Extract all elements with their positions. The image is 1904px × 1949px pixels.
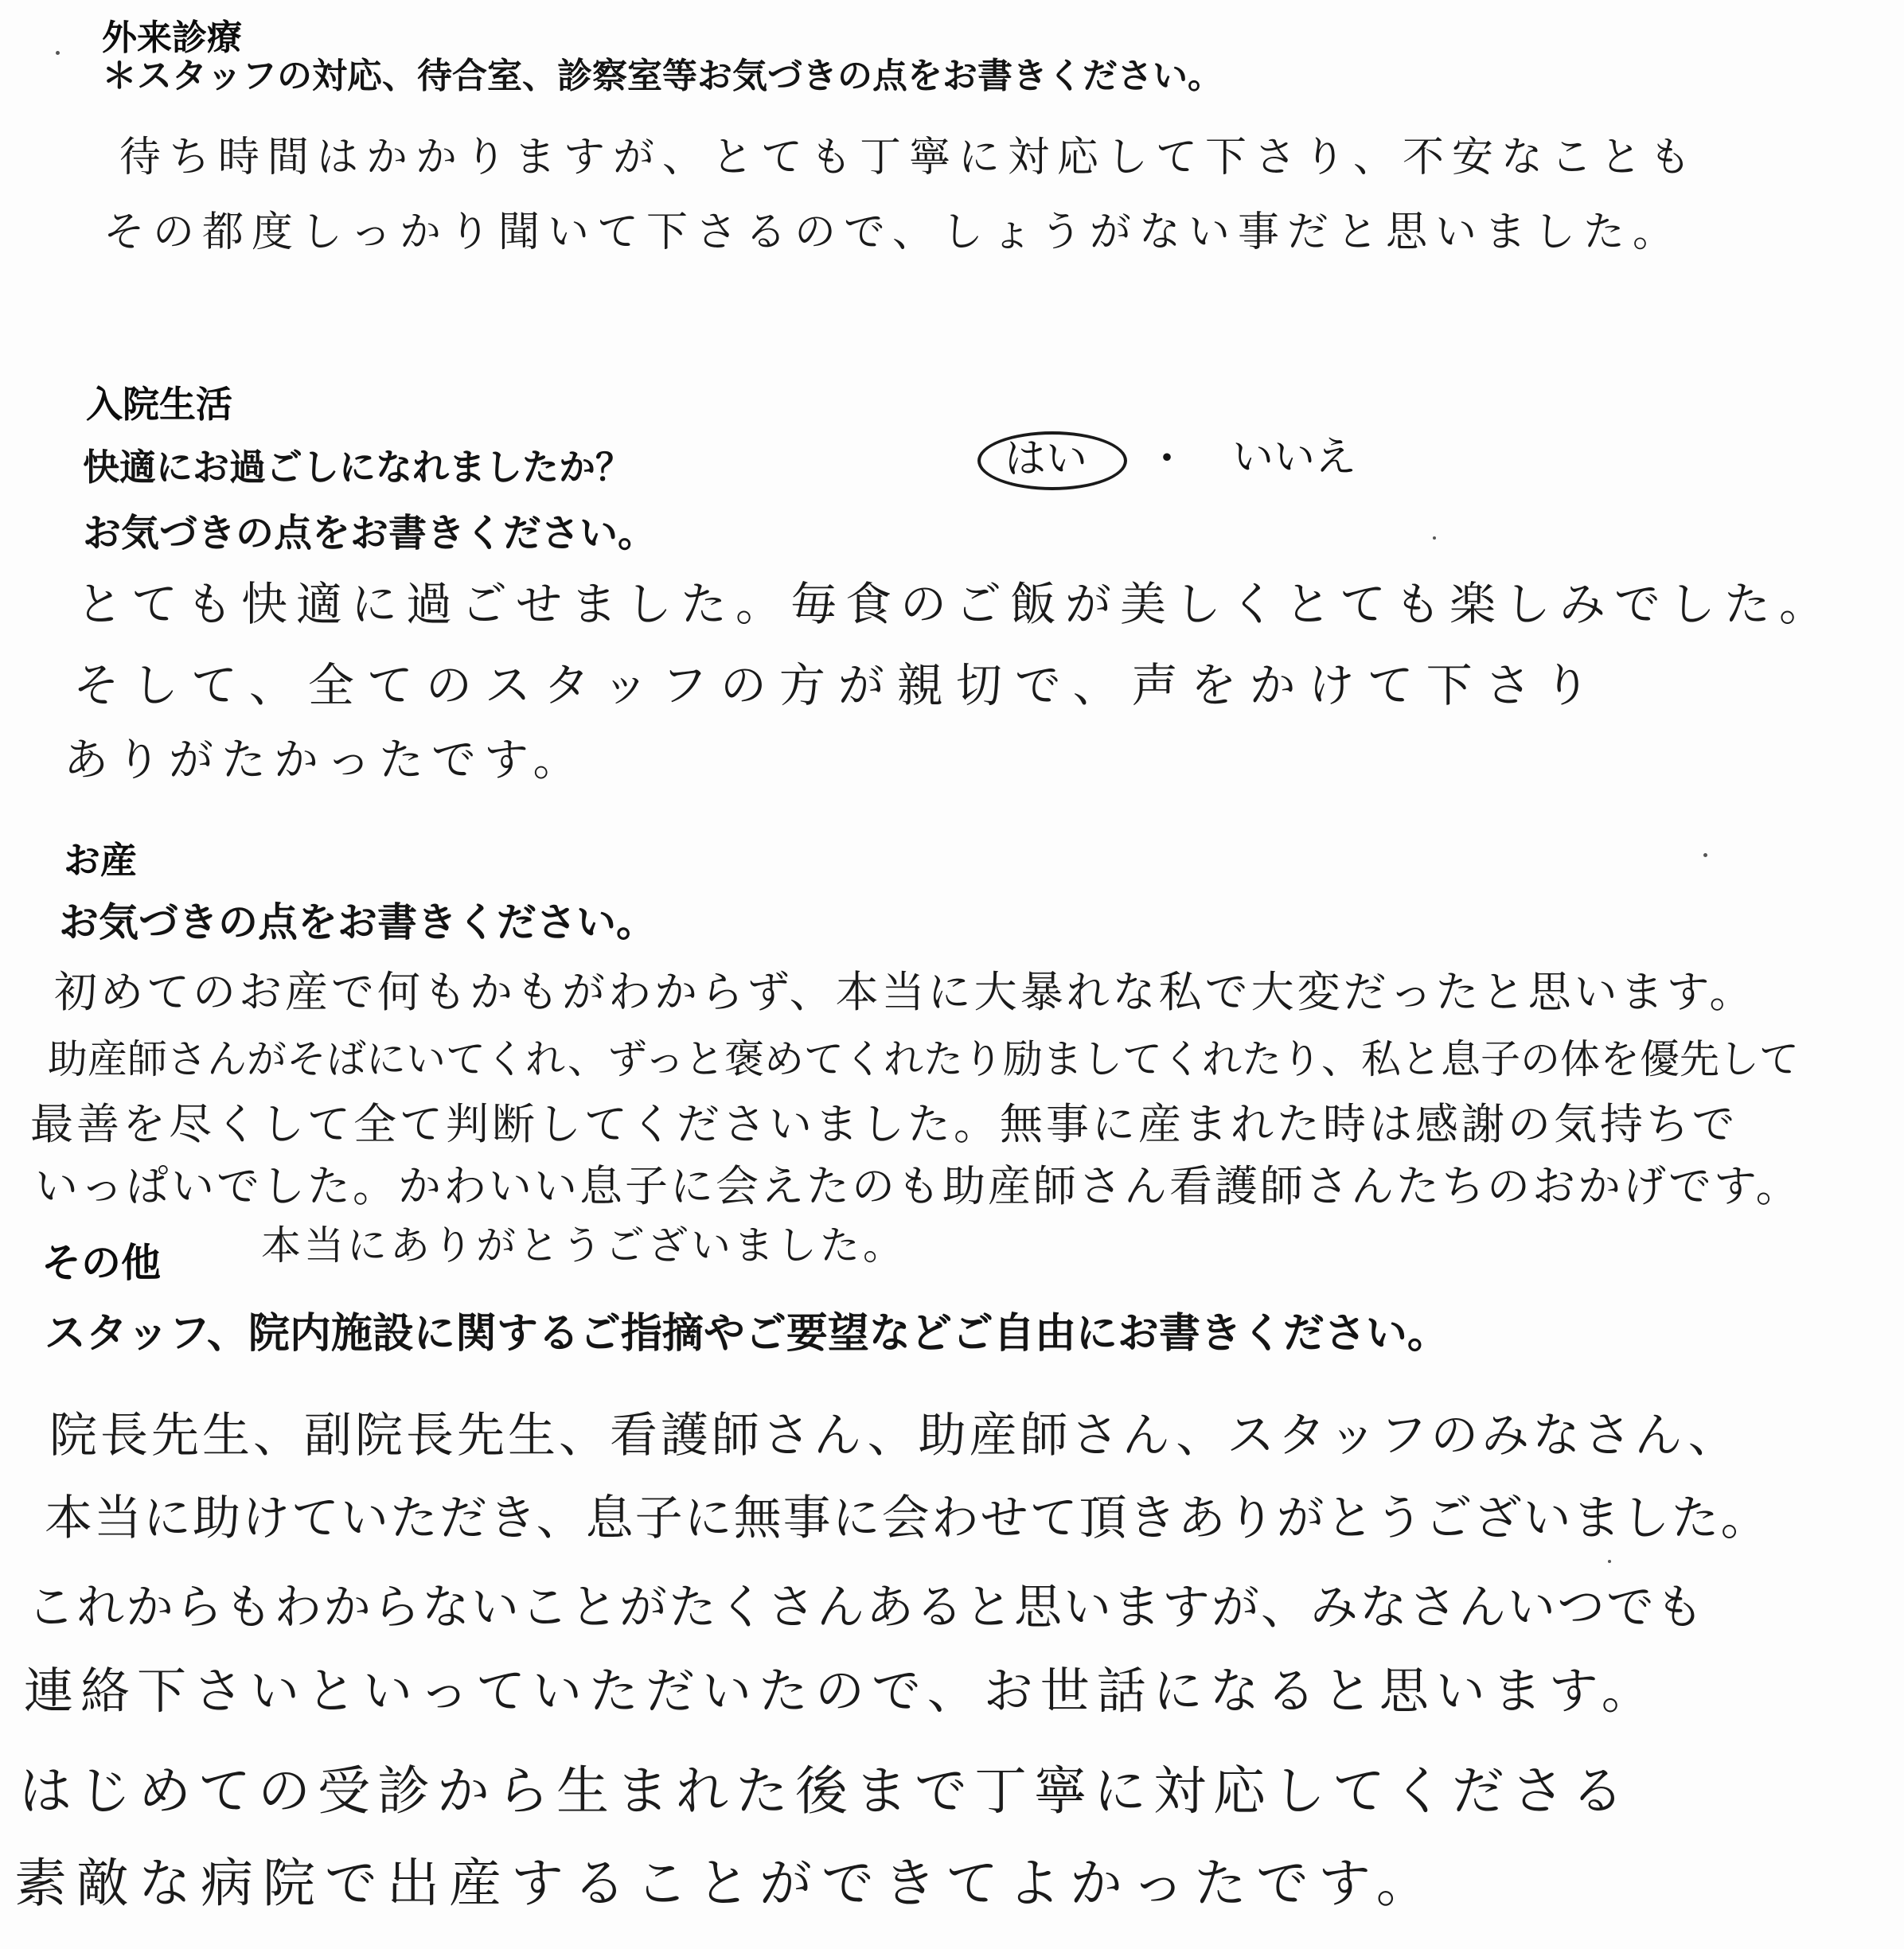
hospital-stay-prompt: お気づきの点をお書きください。 xyxy=(83,511,657,555)
delivery-answer-line-2: 助産師さんがそばにいてくれ、ずっと褒めてくれたり励ましてくれたり、私と息子の体を優先して xyxy=(48,1036,1799,1082)
other-heading: その他 xyxy=(41,1240,161,1286)
option-yes[interactable]: はい xyxy=(1005,435,1088,483)
outpatient-heading: 外来診療 xyxy=(102,18,242,58)
outpatient-answer-line-1: 待ち時間はかかりますが、とても丁寧に対応して下さり、不安なことも xyxy=(119,134,1699,181)
scan-speck xyxy=(1433,536,1436,540)
other-answer-line-4: 連絡下さいといっていただいたので、お世話になると思います。 xyxy=(24,1662,1658,1720)
comfort-question: 快適にお過ごしになれましたか？ xyxy=(83,446,632,489)
scan-speck xyxy=(1703,853,1707,857)
hospital-stay-answer-line-3: ありがたかったです。 xyxy=(64,735,586,786)
other-answer-line-5: はじめての受診から生まれた後まで丁寧に対応してくださる xyxy=(19,1760,1631,1822)
other-answer-line-6: 素敵な病院で出産することができてよかったです。 xyxy=(14,1853,1438,1914)
outpatient-prompt: ＊スタッフの対応、待合室、診察室等お気づきの点をお書きください。 xyxy=(102,56,1223,96)
delivery-answer-line-3: 最善を尽くして全て判断してくださいました。無事に産まれた時は感謝の気持ちで xyxy=(30,1099,1738,1149)
hospital-stay-answer-line-2: そして、全てのスタッフの方が親切で、声をかけて下さり xyxy=(73,658,1603,712)
hospital-stay-heading: 入院生活 xyxy=(86,383,232,426)
other-answer-line-3: これからもわからないことがたくさんあると思いますが、みなさんいつでも xyxy=(27,1580,1705,1635)
delivery-heading: お産 xyxy=(64,839,137,882)
option-separator: ・ xyxy=(1146,435,1188,483)
scan-speck xyxy=(56,51,60,55)
other-answer-line-1: 院長先生、副院長先生、看護師さん、助産師さん、スタッフのみなさん、 xyxy=(49,1408,1739,1464)
other-prompt: スタッフ、院内施設に関するご指摘やご要望などご自由にお書きください。 xyxy=(45,1310,1449,1358)
delivery-answer-line-1: 初めてのお産で何もかもがわからず、本当に大暴れな私で大変だったと思います。 xyxy=(54,967,1756,1017)
other-answer-line-2: 本当に助けていただき、息子に無事に会わせて頂きありがとうございました。 xyxy=(45,1491,1770,1546)
delivery-prompt: お気づきの点をお書きください。 xyxy=(59,899,656,945)
outpatient-answer-line-2: その都度しっかり聞いて下さるので、しょうがない事だと思いました。 xyxy=(103,209,1682,256)
delivery-answer-line-5: 本当にありがとうございました。 xyxy=(261,1222,906,1269)
delivery-answer-line-4: いっぱいでした。かわいい息子に会えたのも助産師さん看護師さんたちのおかげです。 xyxy=(35,1161,1801,1211)
scan-speck xyxy=(1608,1560,1611,1563)
hospital-stay-answer-line-1: とても快適に過ごせました。毎食のご飯が美しくとても楽しみでした。 xyxy=(76,577,1835,631)
option-no[interactable]: いいえ xyxy=(1232,434,1357,481)
